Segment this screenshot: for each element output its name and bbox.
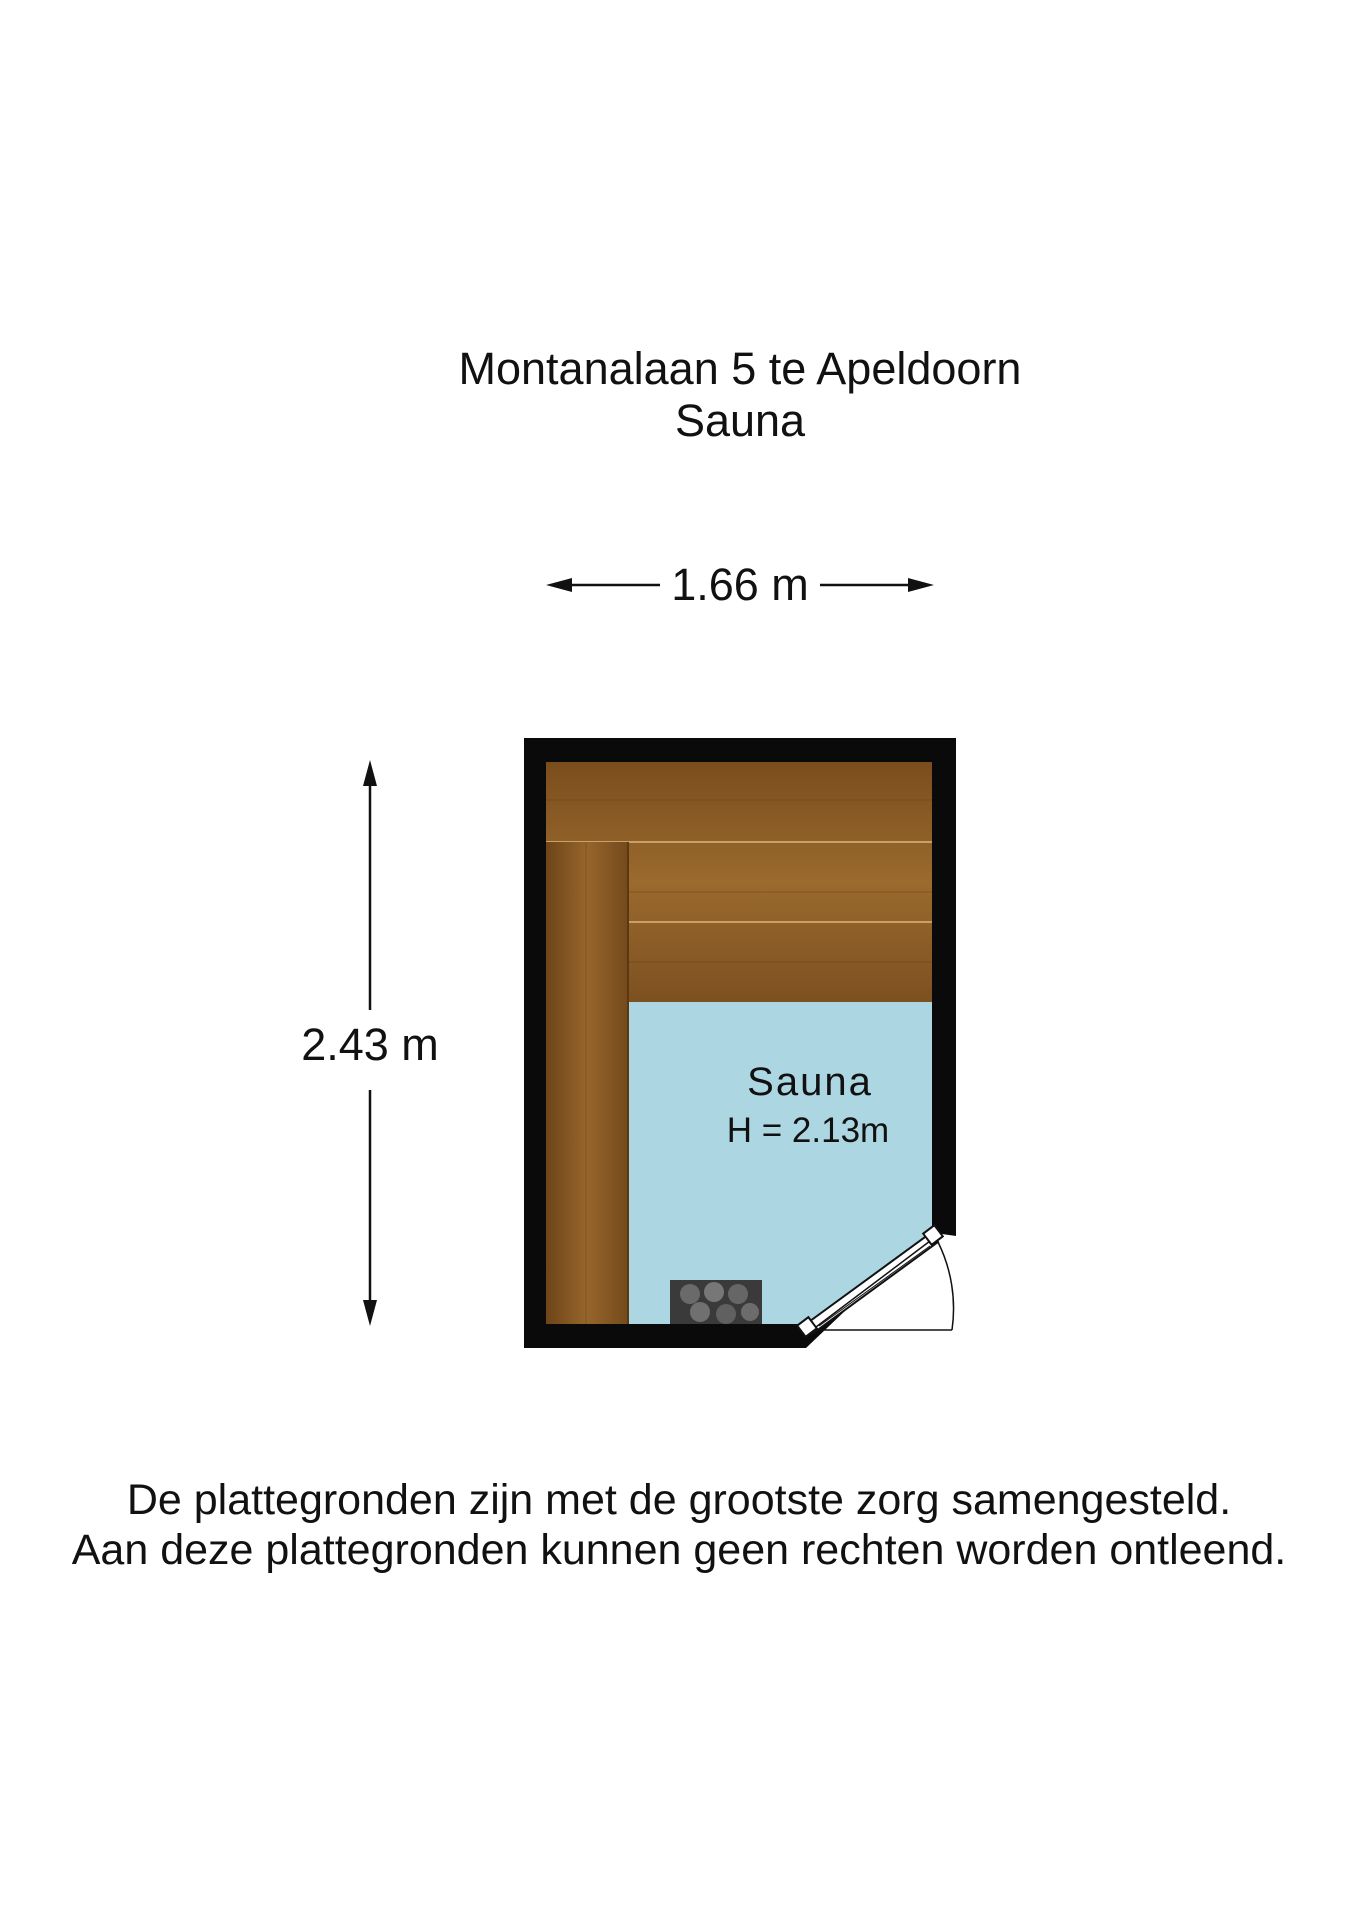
room-name-label: Sauna	[747, 1060, 873, 1104]
plan-address-title: Montanalaan 5 te Apeldoorn	[458, 343, 1022, 394]
disclaimer-line-2: Aan deze plattegronden kunnen geen rechten worden ontleend.	[71, 1526, 1287, 1574]
room-height-label: H = 2.13m	[726, 1111, 890, 1150]
sauna-stove-icon	[670, 1280, 762, 1324]
width-dimension	[546, 559, 934, 610]
arrow-right-icon	[908, 578, 934, 592]
arrow-up-icon	[363, 760, 377, 786]
arrow-down-icon	[363, 1300, 377, 1326]
plan-floor-title: Sauna	[674, 395, 806, 446]
disclaimer-line-1: De plattegronden zijn met de grootste zorg samengesteld.	[126, 1476, 1232, 1524]
arrow-left-icon	[546, 578, 572, 592]
depth-dimension	[301, 760, 439, 1326]
side-bench	[546, 842, 628, 1324]
depth-label: 2.43 m	[301, 1019, 439, 1070]
width-label: 1.66 m	[671, 559, 809, 610]
